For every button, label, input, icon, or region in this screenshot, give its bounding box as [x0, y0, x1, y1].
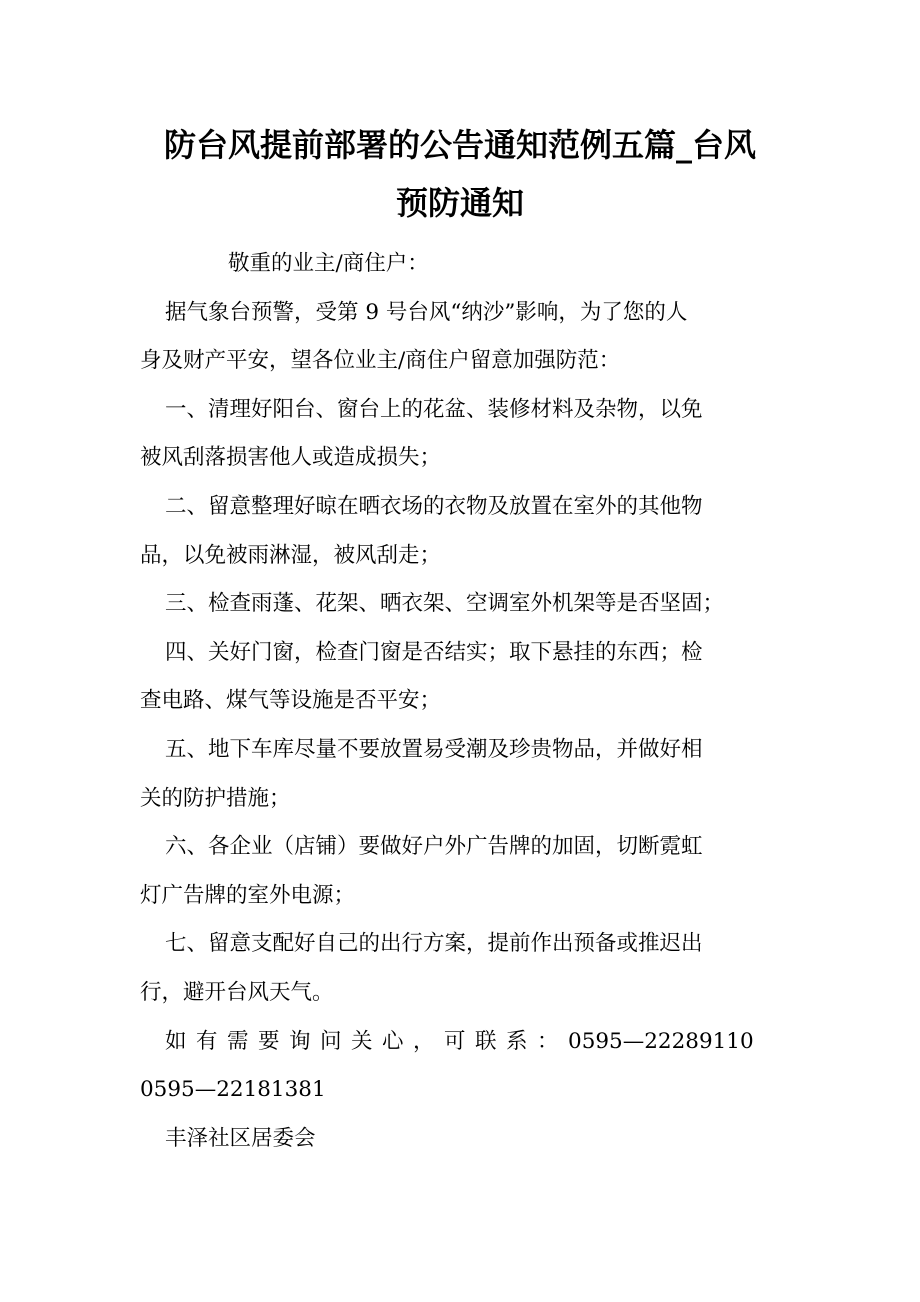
paragraph-item-7 — [140, 920, 790, 1017]
paragraph-line: 品，以免被雨淋湿，被风刮走； — [140, 542, 442, 568]
paragraph-line: 一、清理好阳台、窗台上的花盆、装修材料及杂物，以免 — [165, 396, 703, 422]
contact-phone-2: 0595—22181381 — [140, 1077, 326, 1103]
paragraph-line: 五、地下车库尽量不要放置易受潮及珍贵物品，并做好相 — [165, 736, 703, 762]
paragraph-item-3 — [140, 580, 790, 629]
paragraph-item-2 — [140, 483, 790, 580]
paragraph-line: 行，避开台风天气。 — [140, 979, 334, 1005]
paragraph-line: 查电路、煤气等设施是否平安； — [140, 688, 442, 714]
title-line-1: 防台风提前部署的公告通知范例五篇_台风 — [163, 126, 756, 164]
paragraph-line: 被风刮落损害他人或造成损失； — [140, 445, 442, 471]
paragraph-line: 二、留意整理好晾在晒衣场的衣物及放置在室外的其他物 — [165, 493, 703, 519]
paragraph-line: 关的防护措施； — [140, 785, 291, 811]
contact-lead: 如有需要询问关心，可联系： — [165, 1028, 569, 1054]
document-title — [140, 116, 780, 232]
document-body — [140, 240, 790, 1163]
signature: 丰泽社区居委会 — [165, 1125, 316, 1151]
greeting: 敬重的业主/商住户： — [228, 251, 429, 276]
contact-line — [140, 1018, 790, 1067]
paragraph-line: 三、检查雨蓬、花架、晒衣架、空调室外机架等是否坚固； — [165, 591, 725, 617]
contact-phone-1: 0595—22289110 — [568, 1028, 754, 1054]
contact-paragraph — [140, 1018, 790, 1115]
paragraph-line: 身及财产平安，望各位业主/商住户留意加强防范： — [140, 348, 621, 374]
paragraph-item-6 — [140, 823, 790, 920]
paragraph-line: 四、关好门窗，检查门窗是否结实；取下悬挂的东西；检 — [165, 639, 703, 665]
paragraph-line: 据气象台预警，受第 9 号台风“纳沙”影响，为了您的人 — [165, 299, 688, 325]
paragraph-item-4 — [140, 629, 790, 726]
paragraph-item-1 — [140, 386, 790, 483]
paragraph-line: 六、各企业（店铺）要做好户外广告牌的加固，切断霓虹 — [165, 834, 703, 860]
paragraph-line: 灯广告牌的室外电源； — [140, 882, 356, 908]
paragraph-line: 七、留意支配好自己的出行方案，提前作出预备或推迟出 — [165, 931, 703, 957]
paragraph-item-5 — [140, 726, 790, 823]
paragraph-intro — [140, 289, 790, 386]
title-line-2: 预防通知 — [395, 184, 524, 222]
